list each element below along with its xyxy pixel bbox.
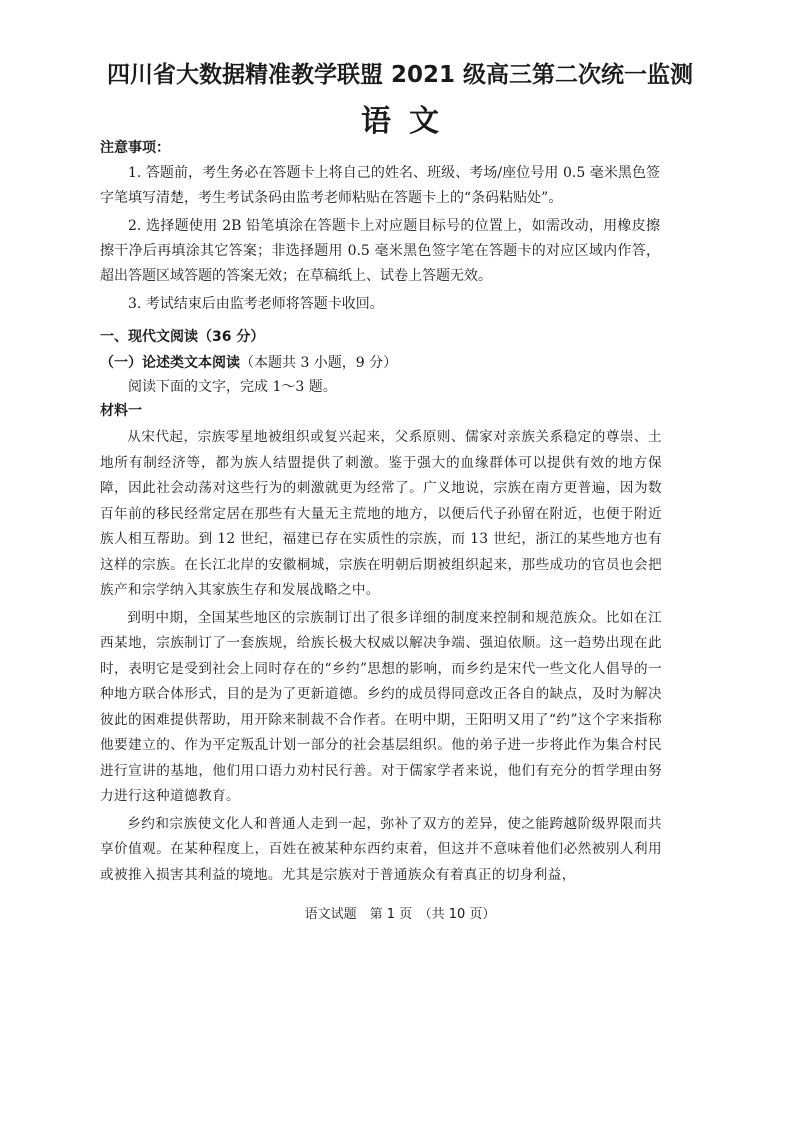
section-heading: 一、现代文阅读（36 分） [100, 329, 265, 345]
passage-paragraph: 乡约和宗族使文化人和普通人走到一起，弥补了双方的差异，使之能跨越阶级界限而共享价值观。在某种程度上，百姓在被某种东西约束着，但这并不意味着他们必然被别人利用或被推入损害其利益的境地。尤其是宗族对于普通族众有着真正的切身利益， [100, 815, 662, 883]
reading-instruction: 阅读下面的文字，完成 1～3 题。 [128, 379, 337, 395]
passage-paragraph: 从宋代起，宗族零星地被组织或复兴起来，父系原则、儒家对亲族关系稳定的尊崇、土地所有制经济等，都为族人结盟提供了刺激。鉴于强大的血缘群体可以提供有效的地方保障，因此社会动荡对这些行为的刺激就更为经常了。广义地说，宗族在南方更普遍，因为数百年前的移民经常定居在那些有大量无主荒地的地方，以便后代子孙留在附近，也便于附近族人相互帮助。到 12 世纪，福建已存在实质性的宗族，而 13 世纪，浙江的某些地方也有这样的宗族。在长江北岸的安徽桐城，宗族在明朝后期被组织起来，那些成功的官员也会把族产和宗学纳入其家族生存和发展战略之中。 [100, 429, 662, 598]
sub-heading-score: （本题共 3 小题，9 分） [240, 355, 398, 371]
subject-title: 语文 [361, 104, 457, 139]
notice-item: 3. 考试结束后由监考老师将答题卡收回。 [128, 296, 384, 312]
page-footer: 语文试题 第 1 页 （共 10 页） [304, 907, 496, 922]
notice-heading: 注意事项： [100, 140, 170, 156]
notice-list [100, 161, 660, 320]
exam-title: 四川省大数据精准教学联盟 2021 级高三第二次统一监测 [106, 62, 694, 88]
reading-passage [100, 425, 662, 890]
notice-item: 1. 答题前，考生务必在答题卡上将自己的姓名、班级、考场/座位号用 0.5 毫米黑色签字笔填写清楚，考生考试条码由监考老师粘贴在答题卡上的“条码粘贴处”。 [100, 165, 660, 206]
notice-item: 2. 选择题使用 2B 铅笔填涂在答题卡上对应题目标号的位置上，如需改动，用橡皮擦擦干净后再填涂其它答案；非选择题用 0.5 毫米黑色签字笔在答题卡的对应区域内作答，超出答题区域答题的答案无效；在草稿纸上、试卷上答题无效。 [100, 218, 660, 284]
material-label: 材料一 [100, 403, 142, 419]
sub-heading-title: （一）论述类文本阅读 [100, 355, 240, 371]
sub-heading [100, 353, 660, 373]
passage-paragraph: 到明中期，全国某些地区的宗族制订出了很多详细的制度来控制和规范族众。比如在江西某地，宗族制订了一套族规，给族长极大权威以解决争端、强迫依顺。这一趋势出现在此时，表明它是受到社会上同时存在的“乡约”思想的影响，而乡约是宋代一些文化人倡导的一种地方联合体形式，目的是为了更新道德。乡约的成员得同意改正各自的缺点，及时为解决彼此的困难提供帮助，用开除来制裁不合作者。在明中期，王阳明又用了“约”这个字来指称他要建立的、作为平定叛乱计划一部分的社会基层组织。他的弟子进一步将此作为集合村民进行宣讲的基地，他们用口语力劝村民行善。对于儒家学者来说，他们有充分的哲学理由努力进行这种道德教育。 [100, 609, 662, 804]
